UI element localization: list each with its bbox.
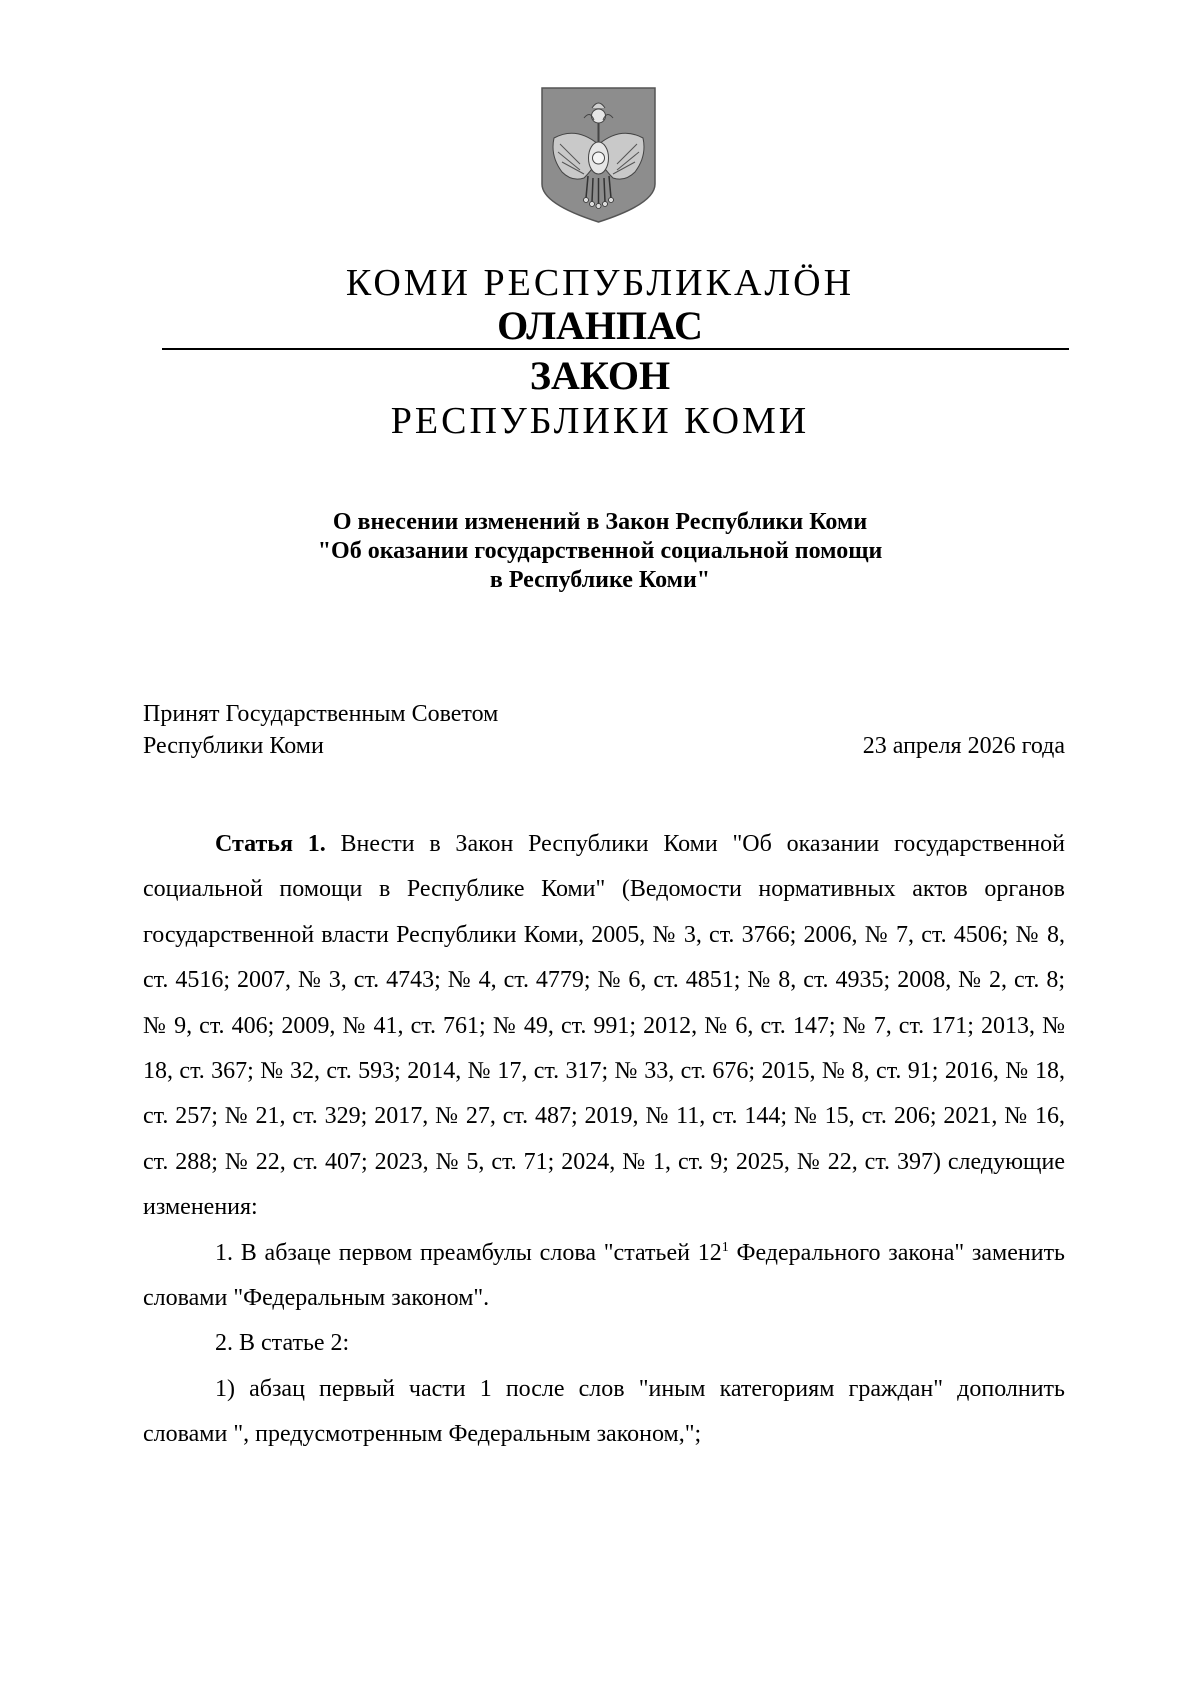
adoption-line-2: Республики Коми — [143, 733, 324, 759]
republic-name: РЕСПУБЛИКИ КОМИ — [390, 400, 810, 442]
item-1-superscript: 1 — [721, 1239, 729, 1255]
item-1-text-end: Федерального закона" заменить словами "Федеральным законом". — [143, 1239, 1066, 1312]
coat-of-arms-emblem — [540, 86, 657, 224]
article-1-text: Внести в Закон Республики Коми "Об оказании государственной социальной помощи в Республике Коми" (Ведомости нормативных актов органов государственной власти Республики Коми, 2005, № 3, ст. 3766; 2006, № 7, ст. 4506; № 8, ст. 4516; 2007, № 3, ст. 4743; № 4, ст. 4779; № 6, ст. 4851; № 8, ст. 4935; 2008, № 2, ст. 8; № 9, ст. 406; 2009, № 41, ст. 761; № 49, ст. 991; 2012, № 6, ст. 147; № 7, ст. 171; 2013, № 18, ст. 367; № 32, ст. 593; 2014, № 17, ст. 317; № 33, ст. 676; 2015, № 8, ст. 91; 2016, № 18, ст. 257; № 21, ст. 329; 2017, № 27, ст. 487; 2019, № 11, ст. 144; № 15, ст. 206; 2021, № 16, ст. 288; № 22, ст. 407; 2023, № 5, ст. 71; 2024, № 1, ст. 9; 2025, № 22, ст. 397) следующие изменения: — [143, 831, 1065, 1221]
komi-law-heading: ОЛАНПАС — [497, 303, 703, 348]
adoption-line-1: Принят Государственным Советом — [143, 701, 499, 727]
item-1-paragraph — [143, 1231, 1065, 1322]
header-divider — [162, 348, 1069, 350]
adoption-date: 23 апреля 2026 года — [862, 733, 1065, 759]
law-title-line-2: "Об оказании государственной социальной помощи — [317, 538, 883, 564]
law-heading: ЗАКОН — [529, 353, 671, 398]
law-title-line-1: О внесении изменений в Закон Республики Коми — [332, 509, 868, 535]
komi-republic-name: КОМИ РЕСПУБЛИКАЛӦН — [345, 262, 855, 304]
item-2-subitem-1: 1) абзац первый части 1 после слов "иным категориям граждан" дополнить словами ", предусмотренным Федеральным законом,"; — [143, 1375, 1065, 1448]
item-1-text-start: 1. В абзаце первом преамбулы слова "статьей 12 — [215, 1239, 722, 1266]
law-title — [0, 508, 1200, 595]
item-2-paragraph: 2. В статье 2: — [215, 1330, 350, 1357]
law-body — [143, 822, 1065, 1458]
law-title-line-3: в Республике Коми" — [489, 567, 711, 593]
article-1-heading: Статья 1. — [215, 831, 326, 857]
article-1-paragraph — [143, 822, 1065, 1231]
adoption-authority — [143, 698, 498, 762]
